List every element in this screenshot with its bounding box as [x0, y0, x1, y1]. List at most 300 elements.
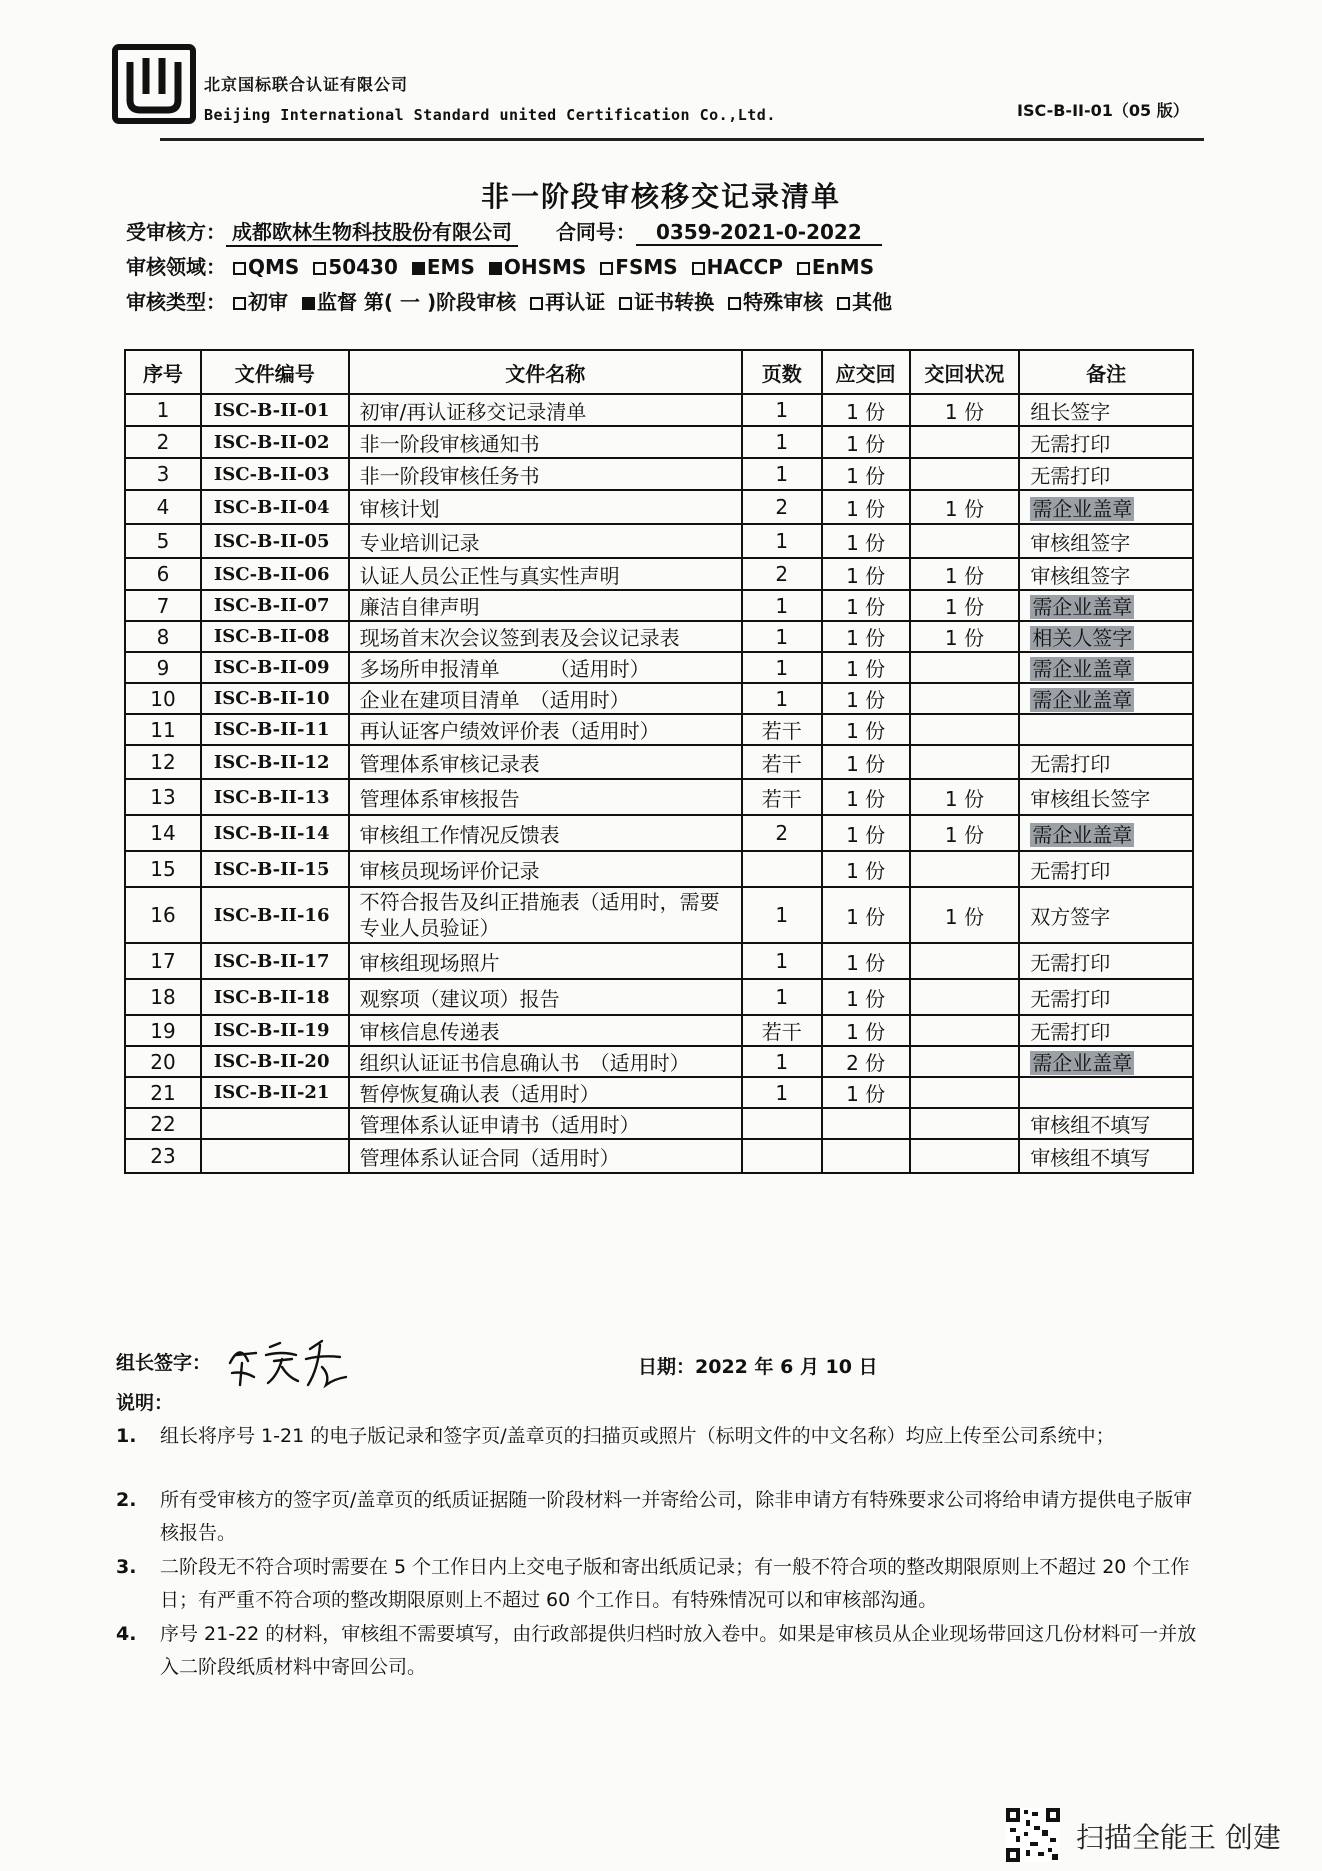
table-row	[125, 815, 1193, 851]
audit-field-option-label: EMS	[426, 255, 475, 279]
file-name-cell	[349, 590, 742, 621]
due-count: 1 份	[846, 1082, 886, 1106]
row-number: 16	[150, 903, 176, 927]
file-code-cell	[201, 590, 349, 621]
file-name-cell	[349, 779, 742, 815]
file-name-cell	[349, 490, 742, 524]
page-count: 2	[775, 821, 789, 845]
col-header-status: 交回状况	[910, 350, 1020, 394]
file-name: 非一阶段审核通知书	[359, 431, 540, 456]
row-number: 18	[150, 985, 176, 1009]
audit-field-option-label: EnMS	[811, 255, 875, 279]
file-code-cell	[201, 1015, 349, 1046]
row-number-cell	[125, 779, 201, 815]
remark-cell	[1019, 458, 1193, 490]
table-row	[125, 1077, 1193, 1108]
file-name-cell	[349, 1108, 742, 1139]
row-number: 13	[150, 785, 176, 809]
note-text: 所有受审核方的签字页/盖章页的纸质证据随一阶段材料一并寄给公司，除非申请方有特殊要求公司将给申请方提供电子版审核报告。	[160, 1489, 1193, 1544]
file-name-cell	[349, 979, 742, 1015]
file-code: ISC-B-II-21	[213, 1082, 330, 1103]
table-row	[125, 887, 1193, 943]
row-number-cell	[125, 490, 201, 524]
row-number: 14	[150, 821, 176, 845]
file-name-cell	[349, 815, 742, 851]
file-name-cell	[349, 394, 742, 426]
file-code-cell	[201, 943, 349, 979]
file-name-cell	[349, 943, 742, 979]
remark-cell	[1019, 1046, 1193, 1077]
note-number: 3.	[116, 1556, 137, 1578]
returned-status: 1 份	[944, 904, 984, 929]
page-count: 2	[775, 495, 789, 519]
returned-status-cell	[910, 524, 1020, 558]
returned-status: 1 份	[944, 595, 984, 619]
due-count: 1 份	[846, 530, 886, 555]
remark: 需企业盖章	[1032, 1051, 1133, 1075]
page-count: 1	[775, 1080, 789, 1105]
returned-status-cell	[910, 815, 1020, 851]
due-count-cell	[822, 851, 910, 887]
audit-type-option-label: 初审	[247, 290, 288, 314]
row-number: 7	[156, 593, 170, 618]
file-name: 专业培训记录	[359, 530, 480, 555]
due-count: 1 份	[846, 563, 886, 588]
page-count: 1	[775, 655, 789, 680]
remark: 需企业盖章	[1032, 657, 1133, 681]
form-code: ISC-B-II-01（05 版）	[1017, 101, 1189, 120]
due-count: 1 份	[846, 904, 886, 929]
due-count-cell	[822, 779, 910, 815]
returned-status-cell	[910, 1108, 1020, 1139]
remark: 需企业盖章	[1032, 496, 1133, 521]
audit-field-option-label: FSMS	[615, 255, 678, 279]
checkbox-empty-icon	[313, 262, 326, 275]
file-code: ISC-B-II-17	[213, 950, 330, 972]
row-number-cell	[125, 1139, 201, 1173]
returned-status-cell	[910, 490, 1020, 524]
file-code-cell	[201, 887, 349, 943]
file-code: ISC-B-II-07	[213, 595, 330, 616]
file-name: 再认证客户绩效评价表（适用时）	[359, 719, 660, 743]
qr-code-icon	[1006, 1808, 1060, 1862]
file-code: ISC-B-II-12	[213, 751, 330, 773]
row-number-cell	[125, 943, 201, 979]
audit-type-option-label: 其他	[852, 290, 893, 314]
due-count-cell	[822, 490, 910, 524]
file-code: ISC-B-II-18	[213, 986, 330, 1008]
row-number: 10	[150, 686, 176, 711]
due-count-cell	[822, 887, 910, 943]
remark: 组长签字	[1030, 399, 1111, 424]
returned-status-cell	[910, 714, 1020, 745]
table-row	[125, 779, 1193, 815]
page-count-cell	[742, 524, 822, 558]
row-number-cell	[125, 815, 201, 851]
file-name-cell	[349, 745, 742, 779]
file-name-cell	[349, 558, 742, 590]
audit-field-option	[797, 255, 874, 279]
remark: 无需打印	[1030, 463, 1111, 488]
file-name: 审核组工作情况反馈表	[359, 822, 560, 847]
file-name-cell	[349, 524, 742, 558]
checkbox-checked-icon	[489, 262, 502, 275]
col-header-due: 应交回	[822, 350, 910, 394]
remark-cell	[1019, 621, 1193, 652]
contract-label: 合同号：	[555, 220, 636, 244]
page-count: 1	[775, 398, 789, 422]
file-code: ISC-B-II-20	[213, 1051, 330, 1072]
row-number-cell	[125, 652, 201, 683]
remark: 无需打印	[1030, 751, 1111, 776]
remark-cell	[1019, 1108, 1193, 1139]
col-header-pages: 页数	[742, 350, 822, 394]
row-number: 6	[156, 562, 170, 586]
table-row	[125, 683, 1193, 714]
due-count: 1 份	[846, 986, 886, 1011]
audit-type-option	[302, 290, 516, 314]
file-name-cell	[349, 621, 742, 652]
page-count-cell	[742, 851, 822, 887]
page-count: 若干	[761, 751, 802, 776]
remark-cell	[1019, 590, 1193, 621]
file-code-cell	[201, 1139, 349, 1173]
page-count-cell	[742, 621, 822, 652]
due-count: 1 份	[846, 657, 886, 681]
page-count-cell	[742, 887, 822, 943]
page-count-cell	[742, 426, 822, 458]
remark-cell	[1019, 524, 1193, 558]
checkbox-empty-icon	[837, 297, 850, 310]
page-count: 1	[775, 686, 789, 711]
leader-signature-label: 组长签字：	[116, 1352, 212, 1374]
file-name-cell	[349, 1077, 742, 1108]
remark-cell	[1019, 979, 1193, 1015]
row-number-cell	[125, 621, 201, 652]
audit-type-options	[233, 290, 906, 314]
table-row	[125, 979, 1193, 1015]
file-code: ISC-B-II-11	[213, 719, 330, 740]
due-count-cell	[822, 1046, 910, 1077]
row-number: 23	[150, 1144, 176, 1168]
note-item	[116, 1420, 1206, 1453]
due-count-cell	[822, 1108, 910, 1139]
due-count: 1 份	[846, 688, 886, 712]
due-count: 1 份	[846, 399, 886, 424]
row-number-cell	[125, 887, 201, 943]
remark-cell	[1019, 745, 1193, 779]
returned-status-cell	[910, 779, 1020, 815]
audit-field-option	[313, 255, 398, 279]
checkbox-empty-icon	[233, 297, 246, 310]
page-count-cell	[742, 979, 822, 1015]
due-count: 1 份	[846, 858, 886, 883]
row-number-cell	[125, 426, 201, 458]
transfer-record-table	[124, 349, 1194, 1174]
date-label: 日期：2022 年 6 月 10 日	[638, 1356, 878, 1378]
checkbox-empty-icon	[692, 262, 705, 275]
audit-field-option	[600, 255, 677, 279]
row-number: 17	[150, 949, 176, 973]
page-count-cell	[742, 490, 822, 524]
returned-status-cell	[910, 1139, 1020, 1173]
remark-cell	[1019, 490, 1193, 524]
table-row	[125, 590, 1193, 621]
page-count: 1	[775, 949, 789, 973]
file-code-cell	[201, 621, 349, 652]
due-count-cell	[822, 458, 910, 490]
remark: 无需打印	[1030, 858, 1111, 883]
table-row	[125, 621, 1193, 652]
file-name-cell	[349, 1015, 742, 1046]
returned-status-cell	[910, 979, 1020, 1015]
remark-cell	[1019, 887, 1193, 943]
remark: 审核组不填写	[1030, 1145, 1151, 1170]
remark-cell	[1019, 779, 1193, 815]
row-number: 21	[150, 1080, 176, 1105]
file-code: ISC-B-II-08	[213, 626, 330, 647]
file-name: 管理体系审核报告	[359, 786, 520, 811]
due-count-cell	[822, 426, 910, 458]
remark-cell	[1019, 558, 1193, 590]
audit-type-option	[619, 290, 714, 314]
file-name: 审核计划	[359, 496, 440, 521]
file-name: 审核组现场照片	[359, 950, 500, 975]
audit-field-option	[692, 255, 783, 279]
note-number: 4.	[116, 1623, 137, 1645]
remark: 相关人签字	[1032, 626, 1133, 650]
file-name-cell	[349, 652, 742, 683]
file-code-cell	[201, 851, 349, 887]
note-item	[116, 1484, 1206, 1550]
page-count-cell	[742, 558, 822, 590]
file-name: 廉洁自律声明	[359, 595, 480, 619]
returned-status-cell	[910, 652, 1020, 683]
file-name: 非一阶段审核任务书	[359, 463, 540, 488]
returned-status: 1 份	[944, 399, 984, 424]
due-count-cell	[822, 943, 910, 979]
file-name: 现场首末次会议签到表及会议记录表	[359, 626, 680, 650]
returned-status-cell	[910, 745, 1020, 779]
scanner-watermark: 扫描全能王 创建	[1076, 1821, 1281, 1854]
page-count: 1	[775, 1049, 789, 1074]
table-row	[125, 943, 1193, 979]
table-row	[125, 458, 1193, 490]
due-count-cell	[822, 683, 910, 714]
due-count: 1 份	[846, 463, 886, 488]
returned-status-cell	[910, 683, 1020, 714]
remark: 双方签字	[1030, 904, 1111, 929]
checkbox-empty-icon	[600, 262, 613, 275]
row-number-cell	[125, 590, 201, 621]
returned-status: 1 份	[944, 563, 984, 588]
row-number-cell	[125, 1015, 201, 1046]
remark-cell	[1019, 943, 1193, 979]
remark: 需企业盖章	[1032, 822, 1133, 847]
checkbox-checked-icon	[412, 262, 425, 275]
due-count: 1 份	[846, 496, 886, 521]
returned-status-cell	[910, 1077, 1020, 1108]
row-number-cell	[125, 851, 201, 887]
row-number-cell	[125, 1077, 201, 1108]
returned-status-cell	[910, 426, 1020, 458]
file-code-cell	[201, 815, 349, 851]
file-code: ISC-B-II-19	[213, 1020, 330, 1041]
audit-type-option	[728, 290, 823, 314]
remark-cell	[1019, 652, 1193, 683]
due-count: 1 份	[846, 751, 886, 776]
page-count-cell	[742, 779, 822, 815]
page-count: 若干	[761, 719, 802, 743]
file-name: 不符合报告及纠正措施表（适用时，需要专业人员验证）	[359, 890, 720, 940]
page-count-cell	[742, 745, 822, 779]
file-name-cell	[349, 1139, 742, 1173]
file-code: ISC-B-II-01	[213, 399, 330, 421]
file-name: 审核信息传递表	[359, 1020, 500, 1044]
due-count-cell	[822, 714, 910, 745]
due-count: 1 份	[846, 1020, 886, 1044]
remark: 审核组不填写	[1030, 1113, 1151, 1137]
file-name-cell	[349, 851, 742, 887]
page-count: 1	[775, 430, 789, 454]
audit-field-option-label: 50430	[328, 255, 398, 279]
page-count-cell	[742, 714, 822, 745]
returned-status-cell	[910, 887, 1020, 943]
audit-field-option	[412, 255, 475, 279]
file-code: ISC-B-II-16	[213, 904, 330, 926]
row-number-cell	[125, 1046, 201, 1077]
due-count-cell	[822, 1139, 910, 1173]
row-number: 9	[156, 655, 170, 680]
due-count-cell	[822, 621, 910, 652]
table-row	[125, 1046, 1193, 1077]
page-count: 1	[775, 593, 789, 618]
page-count: 1	[775, 985, 789, 1009]
table-row	[125, 490, 1193, 524]
file-name: 企业在建项目清单 （适用时）	[359, 688, 630, 712]
due-count-cell	[822, 815, 910, 851]
file-name: 审核员现场评价记录	[359, 858, 540, 883]
due-count-cell	[822, 524, 910, 558]
audit-field-option-label: QMS	[247, 255, 300, 279]
note-text: 二阶段无不符合项时需要在 5 个工作日内上交电子版和寄出纸质记录；有一般不符合项的整改期限原则上不超过 20 个工作日；有严重不符合项的整改期限原则上不超过 60 个工作日。有特殊情况可以和审核部沟通。	[160, 1556, 1190, 1611]
due-count-cell	[822, 558, 910, 590]
returned-status-cell	[910, 943, 1020, 979]
table-row	[125, 394, 1193, 426]
table-row	[125, 851, 1193, 887]
remark: 无需打印	[1030, 986, 1111, 1011]
auditee-value: 成都欧林生物科技股份有限公司	[226, 220, 518, 247]
audit-field-row	[126, 251, 888, 280]
row-number: 1	[156, 398, 170, 422]
checkbox-empty-icon	[728, 297, 741, 310]
note-item	[116, 1551, 1206, 1617]
checkbox-empty-icon	[619, 297, 632, 310]
audit-type-option	[233, 290, 288, 314]
file-code-cell	[201, 394, 349, 426]
due-count: 1 份	[846, 431, 886, 456]
row-number: 12	[150, 750, 176, 774]
checkbox-empty-icon	[797, 262, 810, 275]
due-count-cell	[822, 979, 910, 1015]
file-code-cell	[201, 458, 349, 490]
row-number: 15	[150, 857, 176, 881]
row-number-cell	[125, 458, 201, 490]
company-logo	[112, 44, 196, 124]
file-name: 组织认证证书信息确认书 （适用时）	[359, 1051, 690, 1075]
notes-label: 说明：	[116, 1392, 174, 1414]
file-code: ISC-B-II-09	[213, 657, 330, 678]
page-count-cell	[742, 394, 822, 426]
company-name-en: Beijing International Standard united Certification Co.,Ltd.	[204, 106, 776, 124]
row-number: 11	[150, 717, 176, 742]
audit-type-option-label: 特殊审核	[743, 290, 824, 314]
page-count: 若干	[761, 1020, 802, 1044]
remark-cell	[1019, 815, 1193, 851]
page-count-cell	[742, 1015, 822, 1046]
remark: 无需打印	[1030, 431, 1111, 456]
remark: 无需打印	[1030, 950, 1111, 975]
audit-field-option-label: HACCP	[706, 255, 783, 279]
file-code-cell	[201, 714, 349, 745]
col-header-name: 文件名称	[349, 350, 742, 394]
row-number: 8	[156, 624, 170, 649]
table-row	[125, 745, 1193, 779]
page-count-cell	[742, 590, 822, 621]
due-count-cell	[822, 394, 910, 426]
returned-status: 1 份	[944, 496, 984, 521]
file-code-cell	[201, 490, 349, 524]
file-code-cell	[201, 779, 349, 815]
remark-cell	[1019, 683, 1193, 714]
file-name: 管理体系审核记录表	[359, 751, 540, 776]
row-number-cell	[125, 979, 201, 1015]
returned-status-cell	[910, 394, 1020, 426]
page-count-cell	[742, 1046, 822, 1077]
remark-cell	[1019, 1077, 1193, 1108]
due-count: 1 份	[846, 786, 886, 811]
row-number-cell	[125, 683, 201, 714]
file-name-cell	[349, 683, 742, 714]
returned-status-cell	[910, 1015, 1020, 1046]
col-header-no: 序号	[125, 350, 201, 394]
row-number: 20	[150, 1049, 176, 1074]
page-count-cell	[742, 815, 822, 851]
returned-status-cell	[910, 621, 1020, 652]
returned-status: 1 份	[944, 786, 984, 811]
page-count: 2	[775, 562, 789, 586]
due-count: 1 份	[846, 626, 886, 650]
page-count-cell	[742, 458, 822, 490]
file-name: 观察项（建议项）报告	[359, 986, 560, 1011]
file-code: ISC-B-II-13	[213, 786, 330, 808]
note-item	[116, 1618, 1206, 1684]
remark-cell	[1019, 394, 1193, 426]
file-code: ISC-B-II-03	[213, 463, 330, 485]
file-code-cell	[201, 1108, 349, 1139]
page-count-cell	[742, 1139, 822, 1173]
file-name-cell	[349, 714, 742, 745]
page-count: 1	[775, 529, 789, 553]
audit-field-option-label: OHSMS	[503, 255, 587, 279]
file-code: ISC-B-II-15	[213, 858, 330, 880]
file-name-cell	[349, 426, 742, 458]
returned-status: 1 份	[944, 822, 984, 847]
returned-status-cell	[910, 558, 1020, 590]
returned-status-cell	[910, 590, 1020, 621]
page-count: 若干	[761, 786, 802, 811]
file-name: 初审/再认证移交记录清单	[359, 399, 587, 424]
